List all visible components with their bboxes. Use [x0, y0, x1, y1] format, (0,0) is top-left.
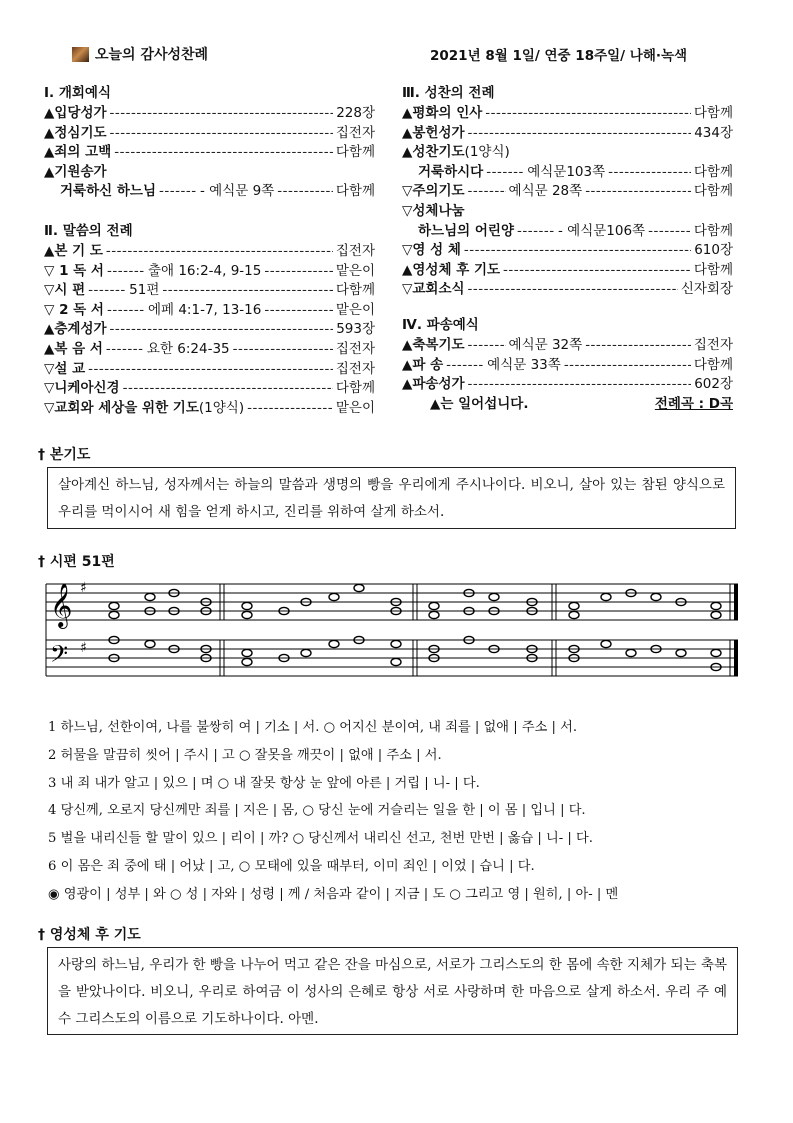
order-item: [44, 124, 375, 144]
order-item-label: ▲성찬기도: [402, 144, 465, 161]
order-item-value: 다함께: [335, 183, 375, 200]
order-item: [402, 124, 733, 144]
final-barline: [734, 584, 738, 620]
dotted-leader: [107, 262, 145, 282]
order-item-label: ▲죄의 고백: [44, 144, 112, 161]
dotted-leader: [264, 301, 333, 321]
order-item-label: 하느님의 어린양: [418, 222, 514, 239]
dotted-leader: [277, 182, 333, 202]
order-item: [44, 360, 375, 380]
psalm-heading: † 시편 51편: [38, 554, 115, 570]
dotted-leader: [517, 222, 555, 242]
dotted-leader: [608, 163, 691, 183]
dotted-leader: [106, 242, 333, 262]
dotted-leader: [585, 182, 691, 202]
section-opening: [44, 104, 375, 202]
dotted-leader: [110, 104, 334, 124]
order-item: [44, 281, 375, 301]
dotted-leader: [564, 356, 691, 376]
order-item-form: (1양식): [464, 144, 510, 161]
order-item-label: ▲축복기도: [402, 336, 465, 353]
order-item-label: ▲봉헌성가: [402, 124, 465, 141]
order-item-detail: - 예식문 9쪽: [200, 183, 275, 200]
order-item-label: ▽ 1 독 서: [44, 262, 104, 279]
dotted-leader: [648, 222, 691, 242]
psalm-verse: 3 내 죄 내가 알고 | 있으 | 며 ○ 내 잘못 항상 눈 앞에 아른 | 거립 | 니- | 다.: [48, 775, 480, 791]
order-item-label: ▽ 2 독 서: [44, 301, 104, 318]
order-item-label: ▽설 교: [44, 360, 86, 377]
order-item-detail: 에페 4:1-7, 13-16: [147, 301, 262, 318]
dotted-leader: [468, 375, 692, 395]
dotted-leader: [464, 241, 691, 261]
order-item-label: ▽교회와 세상을 위한 기도: [44, 399, 199, 416]
order-item-label: ▲층계성가: [44, 321, 107, 338]
section-eucharist: [402, 104, 733, 300]
order-item-label: 거룩하신 하느님: [60, 183, 156, 200]
order-item-detail: 예식문 32쪽: [508, 336, 583, 353]
order-item: [44, 143, 375, 163]
order-item-detail: 51편: [129, 282, 160, 299]
order-item-label: ▽성체나눔: [402, 202, 465, 219]
dotted-leader: [107, 301, 145, 321]
order-item: [44, 399, 375, 419]
dotted-leader: [88, 360, 333, 380]
order-item-value: 228장: [336, 105, 375, 121]
dotted-leader: [110, 124, 333, 144]
dotted-leader: [468, 182, 506, 202]
order-item: [44, 379, 375, 399]
order-item-value: 집전자: [335, 340, 375, 357]
order-item-value: 610장: [694, 242, 733, 259]
treble-clef-icon: 𝄞: [50, 583, 73, 627]
order-item: [402, 202, 733, 222]
order-item-label: ▲영성체 후 기도: [402, 261, 501, 278]
order-item-label: ▽시 편: [44, 282, 86, 299]
order-item: [402, 143, 733, 163]
order-item-value: 집전자: [335, 124, 375, 141]
order-item-value: 맡은이: [335, 399, 375, 416]
order-item-detail: 예식문103쪽: [527, 163, 606, 180]
section-title-dismissal: Ⅳ. 파송예식: [402, 316, 479, 333]
order-item: [402, 336, 733, 356]
order-item-label: ▽주의기도: [402, 183, 465, 200]
order-item-detail: - 예식문106쪽: [558, 222, 646, 239]
psalm-chant-score: [44, 574, 744, 714]
order-item-detail: 출애 16:2-4, 9-15: [147, 262, 262, 279]
dotted-leader: [468, 336, 506, 356]
order-item: [44, 320, 375, 340]
dotted-leader: [264, 262, 333, 282]
standing-note-row: [402, 395, 733, 415]
dotted-leader: [247, 399, 333, 419]
collect-text: 살아계신 하느님, 성자께서는 하늘의 말씀과 생명의 빵을 우리에게 주시나이다. 비오니, 살아 있는 참된 양식으로 우리를 먹이시어 새 힘을 얻게 하시고, 진리를 위하여 살게 하소서.: [47, 467, 736, 529]
order-item-value: 593장: [336, 321, 375, 338]
order-item-value: 집전자: [335, 242, 375, 259]
order-item-label: ▲기원송가: [44, 163, 107, 180]
dotted-leader: [123, 379, 333, 399]
order-item-label: ▽교회소식: [402, 281, 465, 298]
order-item-value: 집전자: [693, 336, 733, 353]
order-item-value: 신자회장: [680, 281, 733, 298]
order-item-value: 다함께: [693, 222, 733, 239]
section-dismissal: [402, 336, 733, 395]
dotted-leader: [486, 163, 524, 183]
dotted-leader: [233, 340, 333, 360]
order-item: [402, 356, 733, 376]
order-item-value: 다함께: [335, 380, 375, 397]
order-item-label: ▲파송성가: [402, 376, 465, 393]
collect-heading: † 본기도: [38, 447, 91, 463]
order-item-value: 602장: [694, 376, 733, 393]
date-and-season: 2021년 8월 1일/ 연중 18주일/ 나해·녹색: [430, 48, 688, 64]
dotted-leader: [162, 281, 332, 301]
order-item-label: ▽영 성 체: [402, 242, 461, 259]
bulletin-title-text: 오늘의 감사성찬례: [95, 47, 209, 63]
order-item: [402, 104, 733, 124]
order-item-label: ▲파 송: [402, 356, 444, 373]
staff-lines: [46, 584, 738, 676]
order-item-value: 434장: [694, 124, 733, 141]
order-item: [402, 261, 733, 281]
psalm-verse: 2 허물을 말끔히 씻어 | 주시 | 고 ○ 잘못을 깨끗이 | 없애 | 주소 | 서.: [48, 747, 442, 763]
psalm-verse: 5 벌을 내리신들 할 말이 있으 | 리이 | 까? ○ 당신께서 내리신 선고, 천번 만번 | 옳습 | 니- | 다.: [48, 831, 593, 847]
dotted-leader: [159, 182, 197, 202]
dotted-leader: [468, 124, 692, 144]
standing-note: ▲는 일어섭니다.: [430, 395, 529, 412]
order-item-form: (1양식): [198, 399, 245, 416]
rite-music-key: 전례곡 : D곡: [654, 395, 733, 412]
order-item-label: ▲평화의 인사: [402, 105, 483, 121]
order-item-detail: 예식문 33쪽: [487, 356, 561, 373]
dotted-leader: [585, 336, 691, 356]
order-item: [402, 241, 733, 261]
order-item: [402, 375, 733, 395]
order-item-value: 맡은이: [335, 262, 375, 279]
order-item-value: 다함께: [335, 144, 375, 161]
order-item-value: 다함께: [693, 105, 733, 121]
psalm-verse: 4 당신께, 오로지 당신께만 죄를 | 지은 | 몸, ○ 당신 눈에 거슬리는 일을 한 | 이 몸 | 입니 | 다.: [48, 803, 586, 819]
dotted-leader: [485, 104, 691, 124]
order-item: [402, 163, 733, 183]
order-item-value: 다함께: [693, 356, 733, 373]
order-item-value: 다함께: [693, 183, 733, 200]
final-barline-bass: [734, 640, 738, 676]
dotted-leader: [503, 261, 691, 281]
section-title-word: Ⅱ. 말씀의 전례: [44, 222, 133, 239]
postcommunion-heading: † 영성체 후 기도: [38, 927, 141, 943]
dotted-leader: [106, 340, 144, 360]
order-item-detail: 예식문 28쪽: [508, 183, 583, 200]
key-signature-sharp-icon: ♯: [80, 580, 87, 596]
order-item-value: 맡은이: [335, 301, 375, 318]
church-logo-icon: [72, 47, 89, 62]
order-item: [402, 222, 733, 242]
dotted-leader: [468, 280, 678, 300]
bulletin-title: [72, 44, 208, 64]
dotted-leader: [88, 281, 126, 301]
dotted-leader: [114, 143, 333, 163]
order-item: [44, 262, 375, 282]
order-item-detail: 요한 6:24-35: [146, 340, 230, 357]
order-right-column: [402, 82, 733, 414]
dotted-leader: [110, 320, 334, 340]
order-item: [44, 301, 375, 321]
order-item: [402, 182, 733, 202]
psalm-verse: 1 하느님, 선한이여, 나를 불쌍히 여 | 기소 | 서. ○ 어지신 분이여, 내 죄를 | 없애 | 주소 | 서.: [48, 720, 578, 735]
section-title-opening: Ⅰ. 개회예식: [44, 85, 112, 101]
order-item-label: 거룩하시다: [418, 163, 484, 180]
order-item: [402, 280, 733, 300]
order-item: [44, 104, 375, 124]
postcommunion-text: 사랑의 하느님, 우리가 한 빵을 나누어 먹고 같은 잔을 마심으로, 서로가 그리스도의 한 몸에 속한 지체가 되는 축복을 받았나이다. 비오니, 우리로 하여금 이 성사의 은혜로 항상 서로 사랑하며 한 마음으로 살게 하소서. 우리 주 예수 그리스도의 이름으로 기도하나이다. 아멘.: [47, 947, 738, 1035]
order-item-value: 다함께: [693, 163, 733, 180]
order-item: [44, 242, 375, 262]
section-word: [44, 242, 375, 418]
section-title-eucharist: Ⅲ. 성찬의 전례: [402, 85, 495, 101]
dotted-leader: [446, 356, 484, 376]
order-item: [44, 340, 375, 360]
order-item-value: 다함께: [335, 282, 375, 299]
psalm-verse: 6 이 몸은 죄 중에 태 | 어났 | 고, ○ 모태에 있을 때부터, 이미 죄인 | 이었 | 습니 | 다.: [48, 859, 535, 874]
key-signature-sharp-bass-icon: ♯: [80, 640, 87, 656]
psalm-verse: ◉ 영광이 | 성부 | 와 ○ 성 | 자와 | 성령 | 께 / 처음과 같이 | 지금 | 도 ○ 그리고 영 | 원히, | 아- | 멘: [48, 886, 619, 902]
order-item-label: ▲정심기도: [44, 124, 107, 141]
order-item-value: 집전자: [335, 360, 375, 377]
order-item-label: ▲복 음 서: [44, 340, 103, 357]
order-item-label: ▲본 기 도: [44, 242, 103, 259]
order-item: [44, 163, 375, 183]
order-item-label: ▲입당성가: [44, 105, 107, 121]
order-item-label: ▽니케아신경: [44, 380, 120, 397]
bass-clef-icon: 𝄢: [50, 640, 69, 673]
order-left-column: [44, 82, 375, 418]
order-item-value: 다함께: [693, 261, 733, 278]
order-item: [44, 182, 375, 202]
